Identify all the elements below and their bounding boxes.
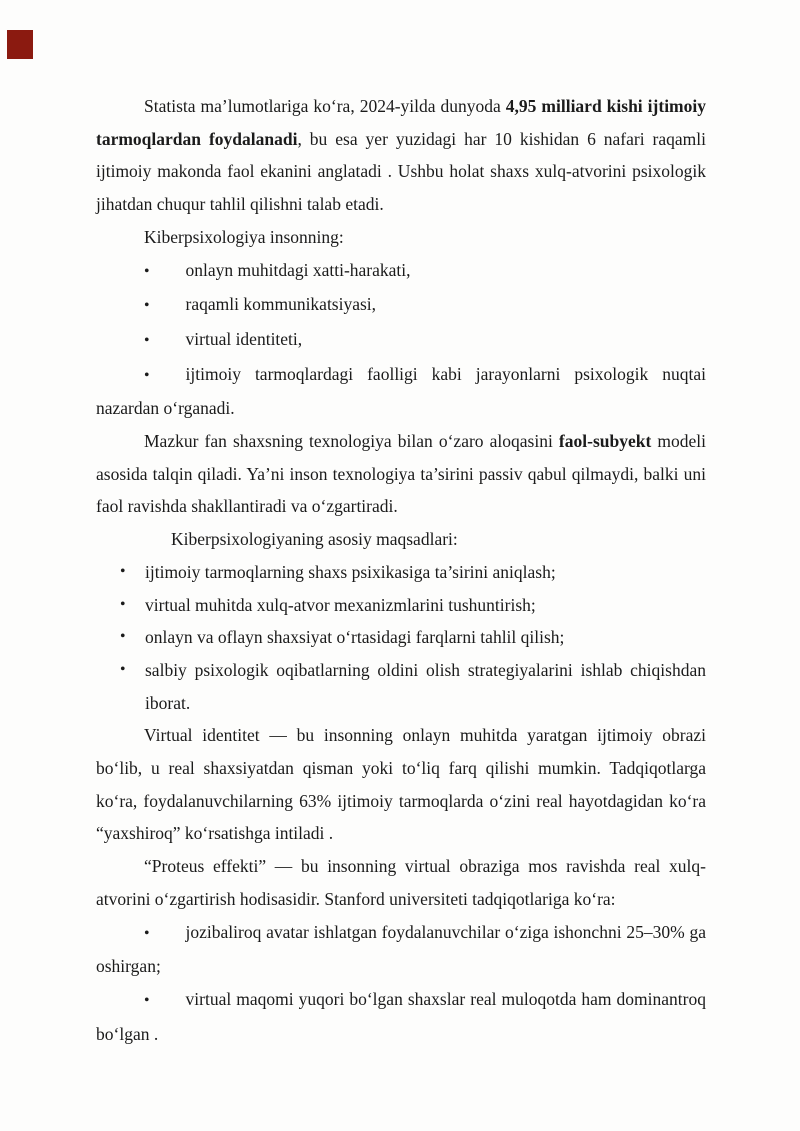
list-item xyxy=(96,589,706,622)
bullet-icon: • xyxy=(144,991,150,1009)
list-item xyxy=(96,654,706,719)
bullet-list-insonning xyxy=(96,254,706,426)
list-item-text: onlayn muhitdagi xatti-harakati, xyxy=(185,259,411,280)
paragraph-virtual-identitet: Virtual identitet — bu insonning onlayn muhitda yaratgan ijtimoiy obrazi bo‘lib, u real shaxsiyatdan qisman yoki to‘liq farq qilishi mumkin. Tadqiqotlarga ko‘ra, foydalanuvchilarning 63% ijtimoiy tarmoqlarda o‘zini real hayotdagidan ko‘ra “yaxshiroq” ko‘rsatishga intiladi . xyxy=(96,725,706,844)
heading-maqsadlari: Kiberpsixologiyaning asosiy maqsadlari: xyxy=(171,529,458,550)
paragraph-mazkur xyxy=(96,425,706,523)
list-item-text: salbiy psixologik oqibatlarning oldini olish strategiyalarini ishlab chiqishdan iborat. xyxy=(145,659,706,713)
bullet-icon: • xyxy=(144,331,150,349)
list-item-text: virtual maqomi yuqori bo‘lgan shaxslar real muloqotda ham dominantroq bo‘lgan . xyxy=(96,988,706,1044)
list-item-text: raqamli kommunikatsiyasi, xyxy=(185,294,377,315)
bullet-icon: • xyxy=(144,297,150,315)
list-item-text: jozibaliroq avatar ishlatgan foydalanuvchilar o‘ziga ishonchni 25–30% ga oshirgan; xyxy=(96,921,706,977)
text-segment: , bu esa yer yuzidagi har 10 kishidan 6 nafari raqamli ijtimoiy makonda faol ekanini anglatadi . Ushbu holat shaxs xulq-atvorini psixologik jihatdan chuqur tahlil qilishni talab etadi. xyxy=(96,128,706,215)
list-item xyxy=(96,983,706,1050)
text-segment: Mazkur fan shaxsning texnologiya bilan o‘zaro aloqasini xyxy=(144,431,559,452)
page-corner-marker xyxy=(7,30,33,59)
bold-text-segment: faol-subyekt xyxy=(558,431,652,452)
list-item xyxy=(96,288,706,323)
text-segment: modeli asosida talqin qiladi. Ya’ni inson texnologiya ta’sirini passiv qabul qilmaydi, balki uni faol ravishda shakllantiradi va o‘zgartiradi. xyxy=(96,431,706,517)
bullet-icon: • xyxy=(120,628,126,646)
bullet-list-stanford xyxy=(96,916,706,1051)
list-item-text: onlayn va oflayn shaxsiyat o‘rtasidagi farqlarni tahlil qilish; xyxy=(145,627,565,648)
bullet-icon: • xyxy=(120,660,126,678)
bullet-list-maqsadlar xyxy=(96,556,706,720)
list-item xyxy=(96,254,706,289)
list-item xyxy=(96,621,706,654)
text-segment: Statista ma’lumotlariga ko‘ra, 2024-yilda dunyoda xyxy=(144,96,506,116)
bullet-icon: • xyxy=(120,562,126,580)
bullet-icon: • xyxy=(120,595,126,613)
list-item xyxy=(96,358,706,425)
paragraph-statista xyxy=(96,90,706,221)
list-item-text: ijtimoiy tarmoqlardagi faolligi kabi jarayonlarni psixologik nuqtai nazardan o‘rganadi. xyxy=(96,363,706,419)
bullet-icon: • xyxy=(144,366,150,384)
bold-text-segment: 4,95 milliard kishi ijtimoiy tarmoqlardan foydalanadi xyxy=(96,96,706,149)
bullet-icon: • xyxy=(144,924,150,942)
list-item-text: virtual muhitda xulq-atvor mexanizmlarini tushuntirish; xyxy=(145,594,536,615)
bullet-icon: • xyxy=(144,262,150,280)
list-item-text: ijtimoiy tarmoqlarning shaxs psixikasiga ta’sirini aniqlash; xyxy=(145,561,556,582)
list-item xyxy=(96,323,706,358)
paragraph-proteus-effekti: “Proteus effekti” — bu insonning virtual obraziga mos ravishda real xulq-atvorini o‘zgartirish hodisasidir. Stanford universiteti tadqiqotlariga ko‘ra: xyxy=(96,856,706,909)
list-item-text: virtual identiteti, xyxy=(185,328,303,349)
document-content xyxy=(96,90,706,1050)
heading-kiberpsixologiya: Kiberpsixologiya insonning: xyxy=(144,226,344,247)
list-item xyxy=(96,556,706,589)
list-item xyxy=(96,916,706,983)
